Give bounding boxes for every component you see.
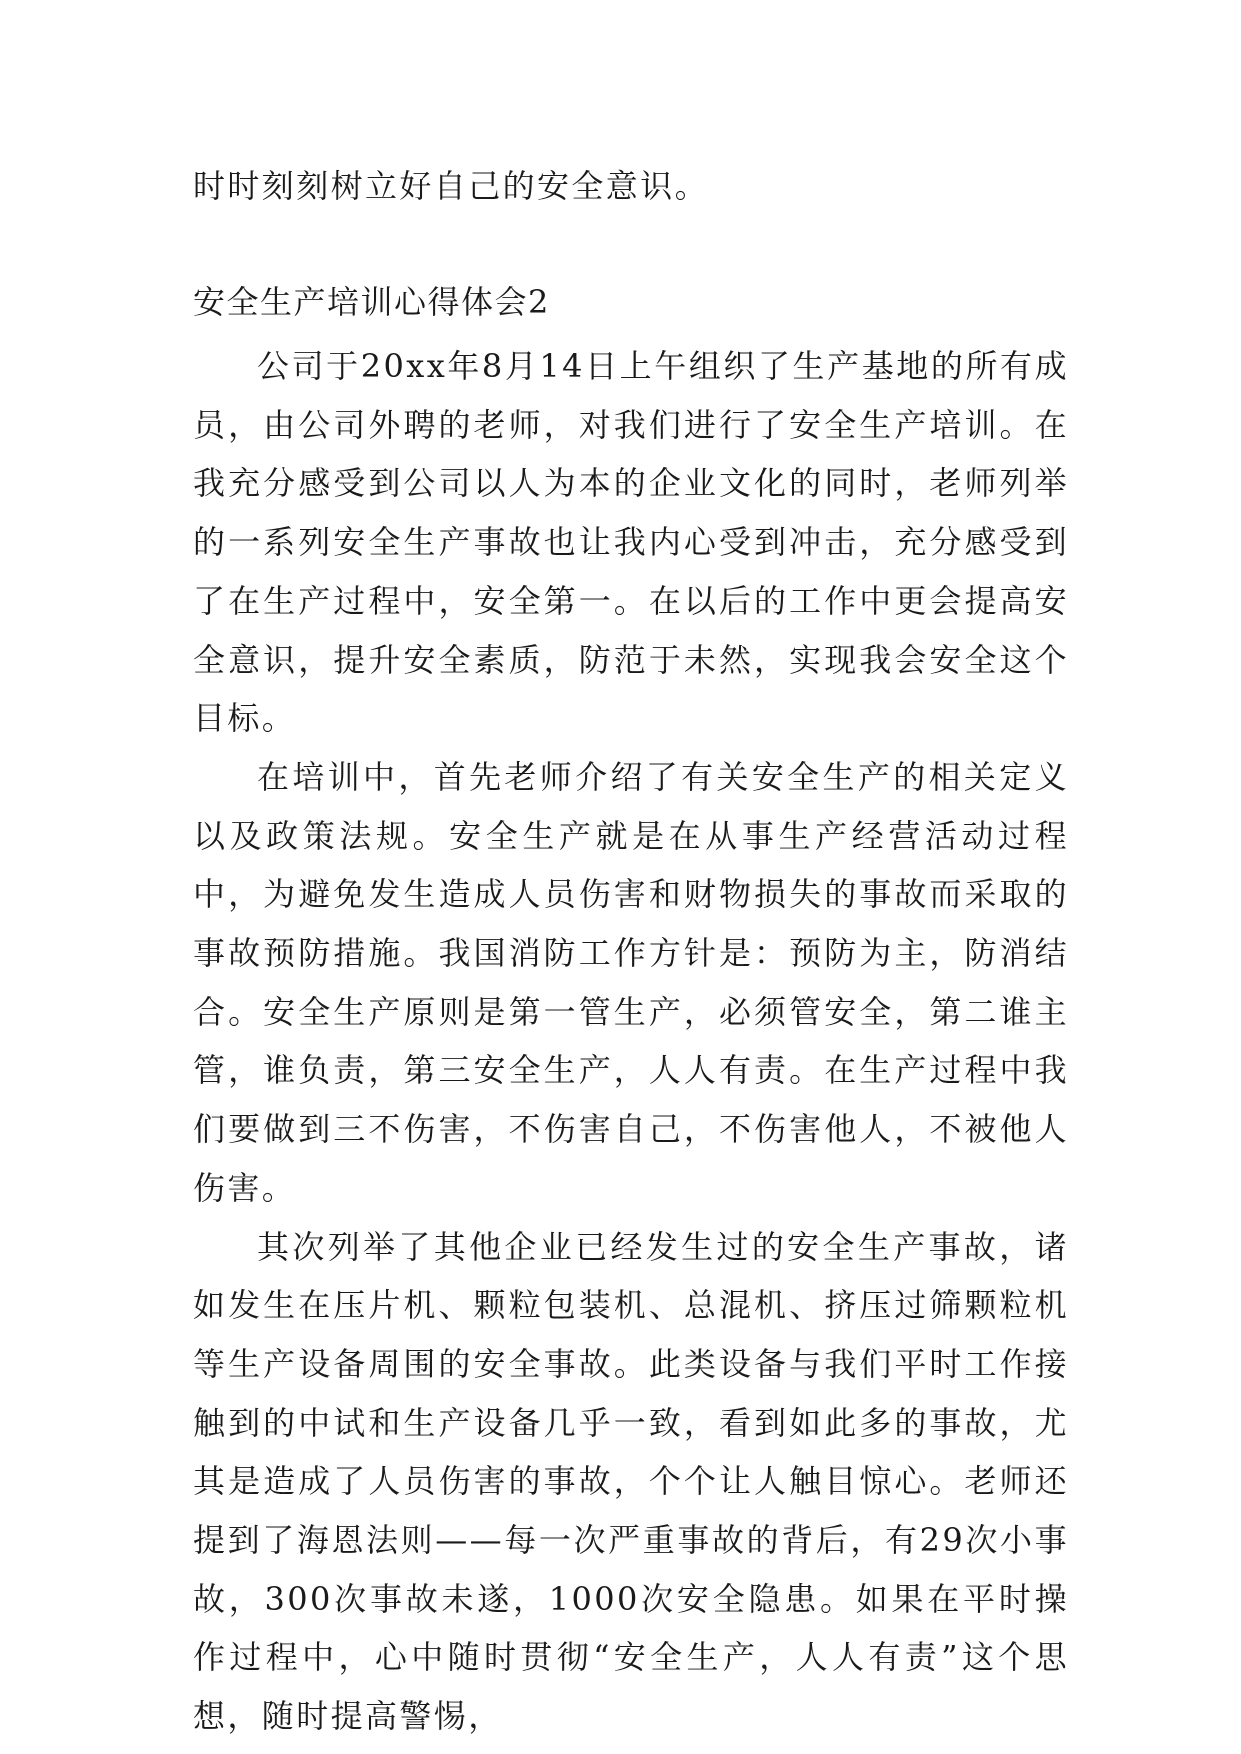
paragraph-2: 在培训中，首先老师介绍了有关安全生产的相关定义以及政策法规。安全生产就是在从事生产经营活动过程中，为避免发生造成人员伤害和财物损失的事故而采取的事故预防措施。我国消防工作方针是：预防为主，防消结合。安全生产原则是第一管生产，必须管安全，第二谁主管，谁负责，第三安全生产，人人有责。在生产过程中我们要做到三不伤害，不伤害自己，不伤害他人，不被他人伤害。 [193,757,1069,1207]
paragraph-1: 公司于20xx年8月14日上午组织了生产基地的所有成员，由公司外聘的老师，对我们进行了安全生产培训。在我充分感受到公司以人为本的企业文化的同时，老师列举的一系列安全生产事故也让我内心受到冲击，充分感受到了在生产过程中，安全第一。在以后的工作中更会提高安全意识，提升安全素质，防范于未然，实现我会安全这个目标。 [193,347,1069,738]
paragraph-3: 其次列举了其他企业已经发生过的安全生产事故，诸如发生在压片机、颗粒包装机、总混机、挤压过筛颗粒机等生产设备周围的安全事故。此类设备与我们平时工作接触到的中试和生产设备几乎一致，看到如此多的事故，尤其是造成了人员伤害的事故，个个让人触目惊心。老师还提到了海恩法则——每一次严重事故的背后，有29次小事故，300次事故未遂，1000次安全隐患。如果在平时操作过程中，心中随时贯彻“安全生产，人人有责”这个思想，随时提高警惕， [193,1227,1069,1736]
body-text [193,337,1069,1746]
section-heading: 安全生产培训心得体会2 [193,283,550,321]
carryover-paragraph: 时时刻刻树立好自己的安全意识。 [193,167,710,205]
